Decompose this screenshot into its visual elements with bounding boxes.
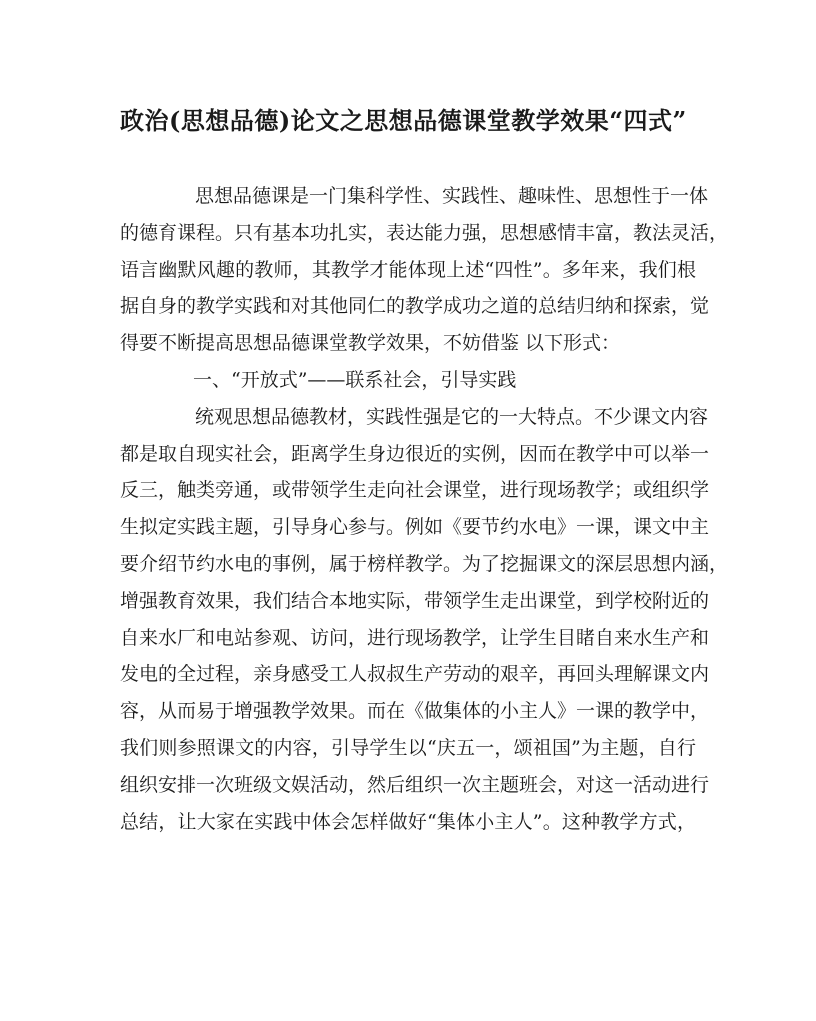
text-line: 统观思想品德教材，实践性强是它的一大特点。不少课文内容 — [195, 405, 709, 428]
text-line: 语言幽默风趣的教师，其教学才能体现上述“四性”。多年来，我们根 — [120, 258, 696, 281]
text-line: 总结，让大家在实践中体会怎样做好“集体小主人”。这种教学方式， — [120, 810, 696, 833]
paragraph-open-style — [120, 399, 729, 841]
text-line: 组织安排一次班级文娱活动，然后组织一次主题班会，对这一活动进行 — [120, 773, 710, 796]
document-body — [120, 178, 729, 840]
text-line: 要介绍节约水电的事例，属于榜样教学。为了挖掘课文的深层思想内涵， — [120, 552, 729, 575]
text-line: 我们则参照课文的内容，引导学生以“庆五一，颂祖国”为主题，自行 — [120, 736, 696, 759]
text-line: 增强教育效果，我们结合本地实际，带领学生走出课堂，到学校附近的 — [120, 589, 710, 612]
text-line: 思想品德课是一门集科学性、实践性、趣味性、思想性于一体 — [195, 185, 709, 207]
document-title: 政治(思想品德)论文之思想品德课堂教学效果“四式” — [120, 106, 687, 135]
text-line: 反三，触类旁通，或带领学生走向社会课堂，进行现场教学；或组织学 — [120, 479, 710, 502]
text-line: 据自身的教学实践和对其他同仁的教学成功之道的总结归纳和探索，觉 — [120, 295, 710, 318]
text-line: 发电的全过程，亲身感受工人叔叔生产劳动的艰辛，再回头理解课文内 — [120, 663, 710, 686]
section-heading — [120, 362, 696, 399]
paragraph-intro — [120, 178, 729, 362]
text-line: 得要不断提高思想品德课堂教学效果，不妨借鉴 以下形式： — [120, 332, 621, 355]
text-line: 容，从而易于增强教学效果。而在《做集体的小主人》一课的教学中， — [120, 700, 710, 723]
text-line: 自来水厂和电站参观、访问，进行现场教学，让学生目睹自来水生产和 — [120, 626, 710, 649]
section-heading-text: 一、“开放式”——联系社会，引导实践 — [193, 368, 517, 391]
text-line: 的德育课程。只有基本功扎实，表达能力强，思想感情丰富，教法灵活， — [120, 221, 729, 244]
text-line: 生拟定实践主题，引导身心参与。例如《要节约水电》一课，课文中主 — [120, 516, 710, 539]
text-line: 都是取自现实社会，距离学生身边很近的实例，因而在教学中可以举一 — [120, 442, 710, 465]
